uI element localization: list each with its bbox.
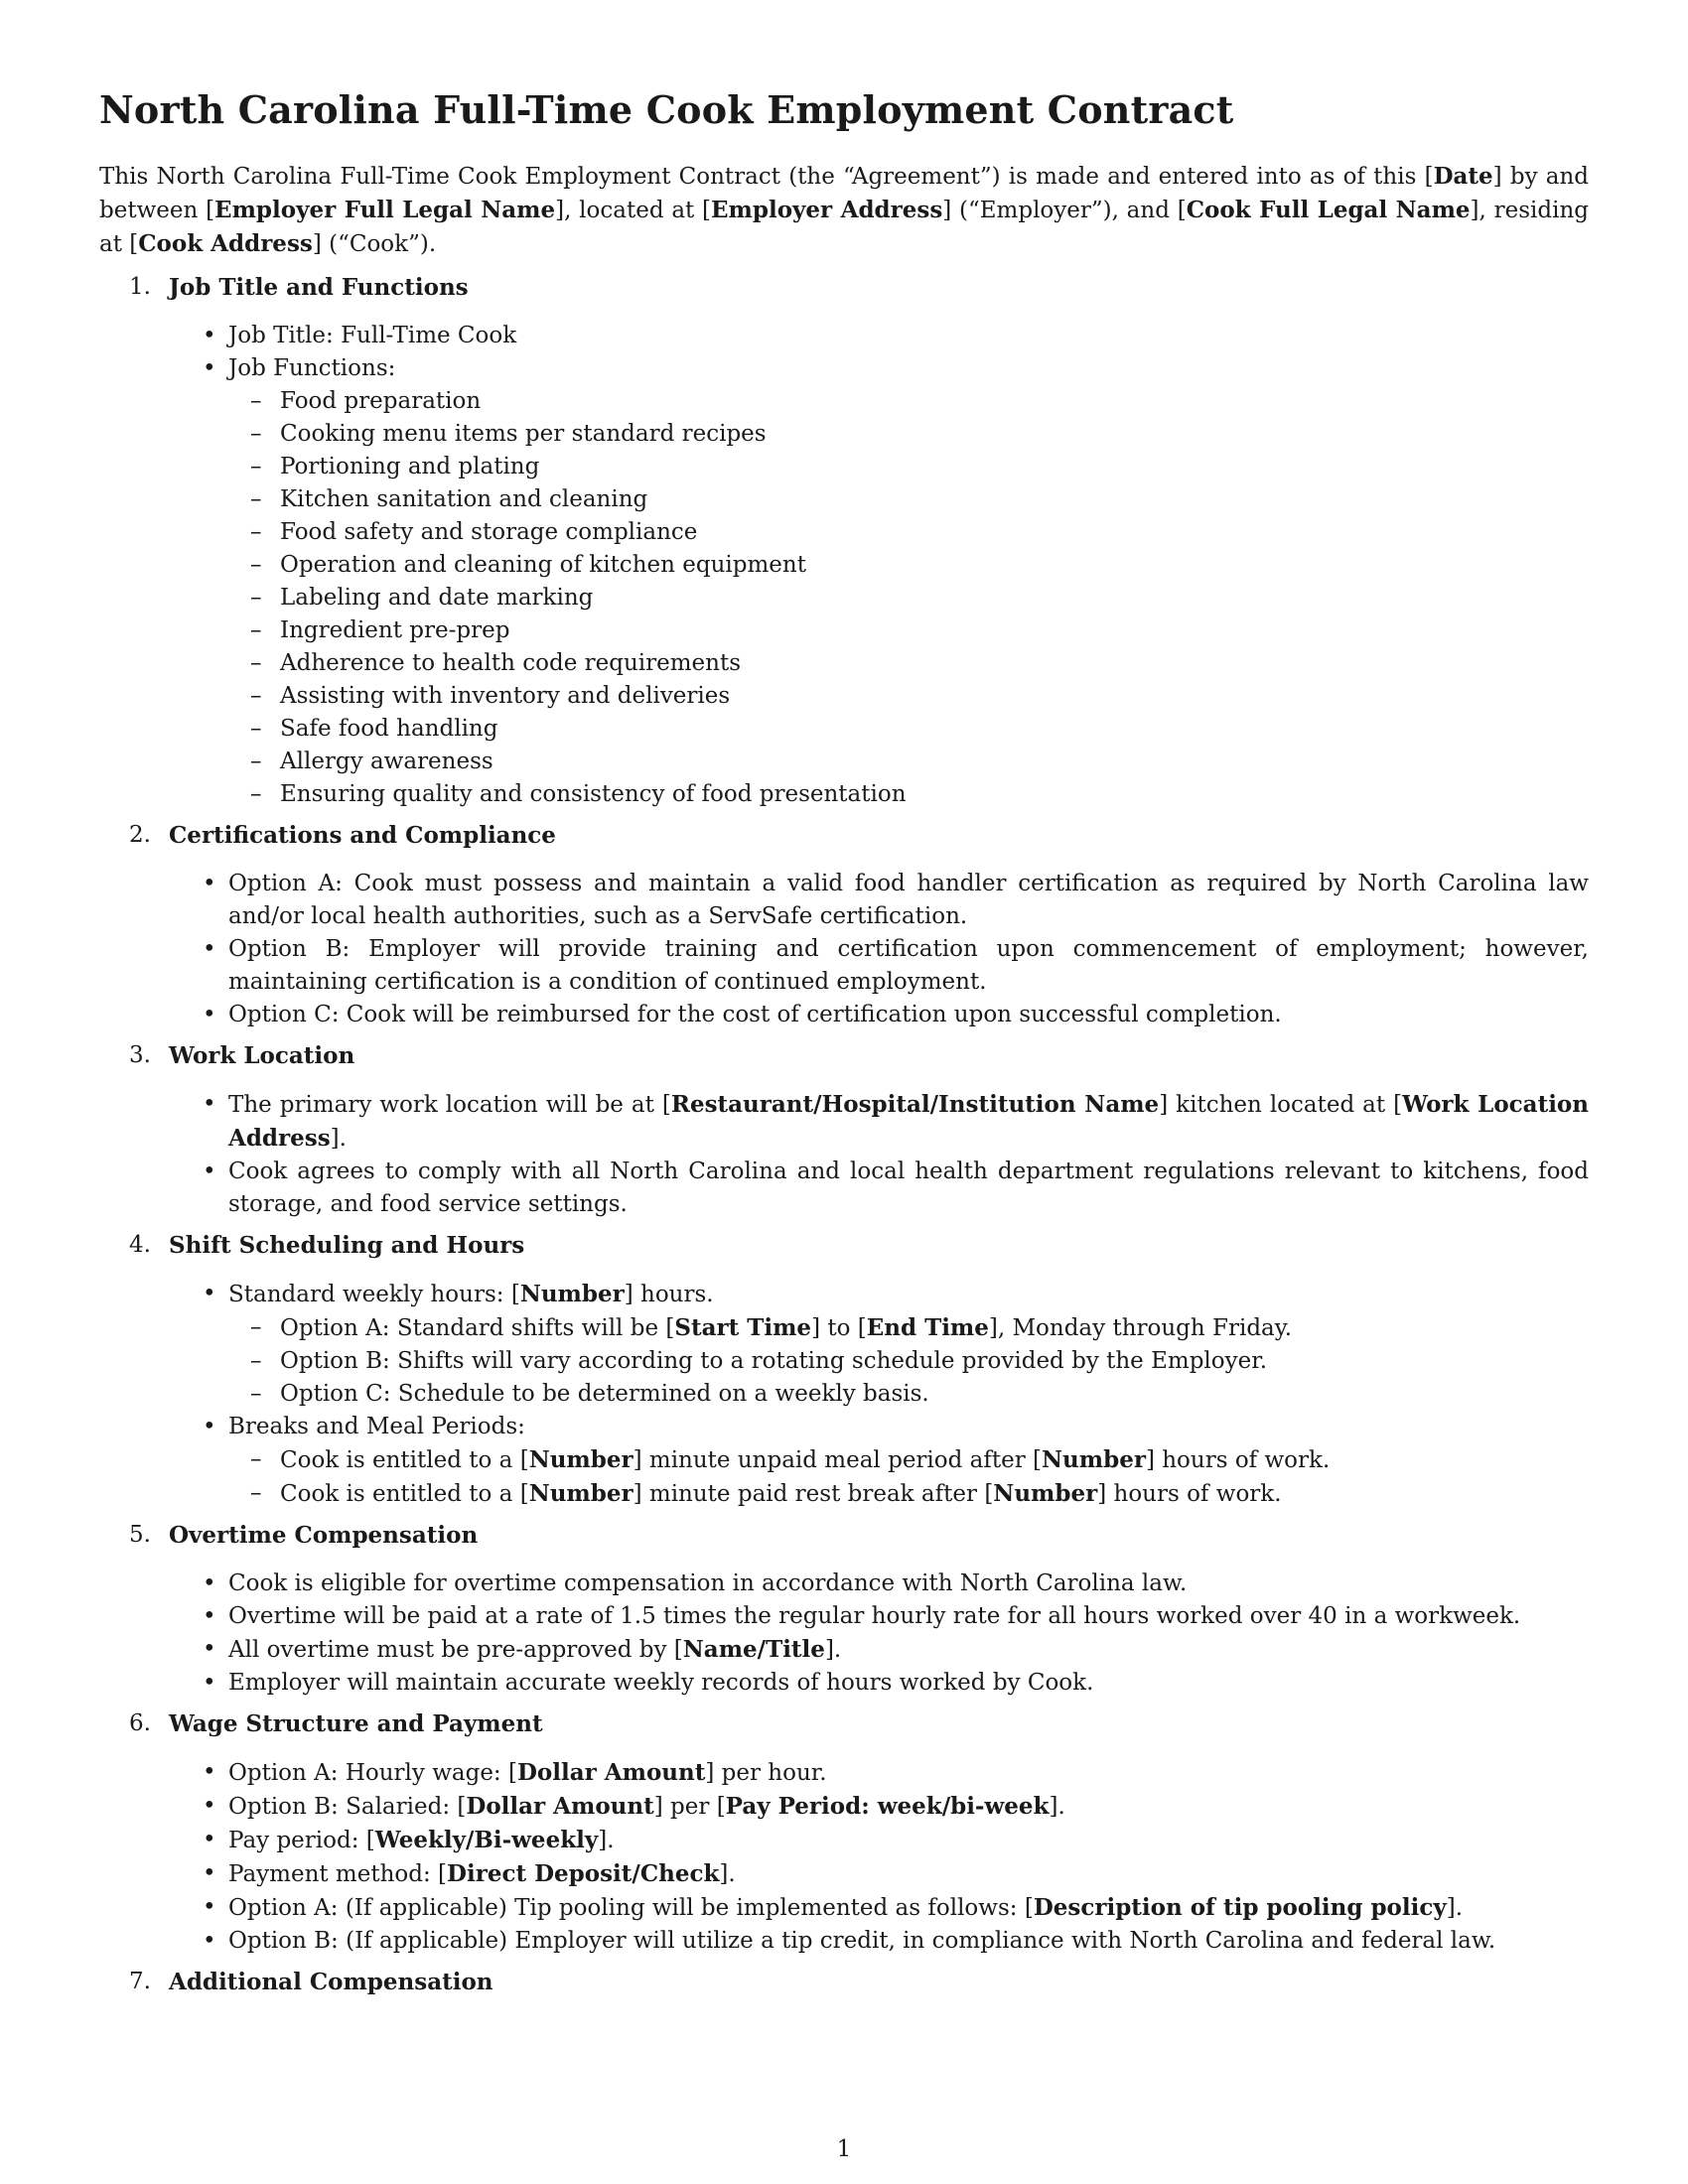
placeholder-field: Employer Address xyxy=(711,197,943,223)
list-item xyxy=(169,1278,1589,1411)
text-run: Job Functions: xyxy=(228,355,396,381)
list-item xyxy=(169,1857,1589,1891)
bullet-icon: • xyxy=(203,936,216,962)
text-run: Cook is entitled to a [ xyxy=(280,1481,529,1507)
section-number: 2. xyxy=(129,822,151,848)
bullet-icon: • xyxy=(203,1759,216,1785)
sub-list-item xyxy=(228,582,1589,614)
section-1 xyxy=(99,271,1589,811)
dash-icon: – xyxy=(250,1348,262,1374)
dash-icon: – xyxy=(250,1314,262,1340)
section-title: Job Title and Functions xyxy=(169,274,469,301)
sub-list xyxy=(228,1311,1589,1411)
sections-list xyxy=(99,271,1589,1998)
text-run: ] (“Employer”), and [ xyxy=(942,198,1187,223)
bullet-icon: • xyxy=(203,355,216,381)
text-run: ]. xyxy=(824,1637,842,1663)
text-run: ] to [ xyxy=(811,1315,867,1341)
bullet-icon: • xyxy=(203,1827,216,1852)
list-item xyxy=(169,1824,1589,1857)
text-run: ]. xyxy=(1049,1794,1065,1820)
section-title: Overtime Compensation xyxy=(169,1522,479,1549)
section-number: 5. xyxy=(129,1522,151,1548)
placeholder-field: Number xyxy=(519,1281,625,1307)
bullet-list xyxy=(169,868,1589,1031)
text-run: ] hours of work. xyxy=(1097,1481,1282,1507)
bullet-list xyxy=(169,1278,1589,1511)
placeholder-field: Cook Address xyxy=(138,230,313,257)
placeholder-field: Employer Full Legal Name xyxy=(214,197,556,223)
bullet-icon: • xyxy=(203,871,216,896)
sub-list-item xyxy=(228,746,1589,778)
text-run: ] (“Cook”). xyxy=(312,231,437,257)
text-run: Option B: (If applicable) Employer will utilize a tip credit, in compliance with North Carolina and federal law. xyxy=(228,1928,1496,1954)
section-6 xyxy=(99,1707,1589,1958)
bullet-icon: • xyxy=(203,1603,216,1629)
dash-icon: – xyxy=(250,716,262,742)
text-run: Employer will maintain accurate weekly records of hours worked by Cook. xyxy=(228,1670,1094,1696)
text-run: Job Title: Full-Time Cook xyxy=(228,323,517,348)
list-item xyxy=(169,1891,1589,1925)
dash-icon: – xyxy=(250,388,262,414)
text-run: All overtime must be pre-approved by [ xyxy=(228,1637,683,1663)
text-run: ] hours. xyxy=(624,1282,714,1307)
section-number: 3. xyxy=(129,1042,151,1068)
placeholder-field: Pay Period: week/bi-week xyxy=(725,1793,1050,1820)
sub-list-item xyxy=(228,680,1589,713)
bullet-icon: • xyxy=(203,1159,216,1184)
bullet-icon: • xyxy=(203,1570,216,1596)
dash-icon: – xyxy=(250,1446,262,1472)
text-run: Portioning and plating xyxy=(280,454,540,479)
bullet-icon: • xyxy=(203,1894,216,1920)
text-run: ] minute unpaid meal period after [ xyxy=(633,1447,1043,1473)
text-run: ], located at [ xyxy=(555,198,712,223)
text-run: ] kitchen located at [ xyxy=(1159,1092,1403,1118)
sub-list-item xyxy=(228,483,1589,516)
bullet-icon: • xyxy=(203,1636,216,1662)
list-item xyxy=(169,1667,1589,1700)
placeholder-field: Dollar Amount xyxy=(516,1759,706,1786)
list-item xyxy=(169,320,1589,352)
sub-list-item xyxy=(228,1378,1589,1411)
dash-icon: – xyxy=(250,617,262,643)
list-item xyxy=(169,352,1589,811)
section-number: 6. xyxy=(129,1710,151,1736)
sub-list-item xyxy=(228,713,1589,746)
section-title: Shift Scheduling and Hours xyxy=(169,1232,525,1259)
text-run: ]. xyxy=(719,1861,736,1887)
sub-list-item xyxy=(228,1311,1589,1345)
dash-icon: – xyxy=(250,519,262,545)
placeholder-field: Date xyxy=(1433,163,1493,190)
bullet-icon: • xyxy=(203,1281,216,1306)
placeholder-field: Weekly/Bi-weekly xyxy=(374,1827,599,1853)
placeholder-field: Dollar Amount xyxy=(466,1793,654,1820)
document-title: North Carolina Full-Time Cook Employment Contract xyxy=(99,87,1234,132)
bullet-icon: • xyxy=(203,1002,216,1027)
text-run: Ingredient pre-prep xyxy=(280,617,510,643)
section-2 xyxy=(99,819,1589,1031)
text-run: Cook is entitled to a [ xyxy=(280,1447,529,1473)
text-run: ] by and between [ xyxy=(99,164,1590,223)
bullet-icon: • xyxy=(203,1860,216,1886)
placeholder-field: Number xyxy=(993,1480,1098,1507)
bullet-icon: • xyxy=(203,1670,216,1696)
text-run: ]. xyxy=(598,1828,615,1853)
placeholder-field: Name/Title xyxy=(682,1636,825,1663)
text-run: ] hours of work. xyxy=(1145,1447,1331,1473)
text-run: Breaks and Meal Periods: xyxy=(228,1414,525,1439)
sub-list xyxy=(228,385,1589,811)
placeholder-field: Number xyxy=(528,1480,633,1507)
placeholder-field: Description of tip pooling policy xyxy=(1033,1894,1447,1921)
placeholder-field: Number xyxy=(1042,1446,1146,1473)
text-run: ] per hour. xyxy=(705,1760,827,1786)
placeholder-field: Number xyxy=(528,1446,633,1473)
placeholder-field: Cook Full Legal Name xyxy=(1186,197,1471,223)
text-run: Cook agrees to comply with all North Carolina and local health department regulations relevant to kitchens, food storage, and food service settings. xyxy=(228,1159,1589,1217)
placeholder-field: Restaurant/Hospital/Institution Name xyxy=(670,1091,1160,1118)
sub-list-item xyxy=(228,647,1589,680)
list-item xyxy=(169,1156,1589,1221)
section-title: Certifications and Compliance xyxy=(169,822,556,849)
text-run: This North Carolina Full-Time Cook Employment Contract (the “Agreement”) is made and entered into as of this [ xyxy=(99,164,1434,190)
list-item xyxy=(169,1756,1589,1790)
text-run: Option B: Salaried: [ xyxy=(228,1794,467,1820)
placeholder-field: Direct Deposit/Check xyxy=(447,1860,720,1887)
text-run: Standard weekly hours: [ xyxy=(228,1282,520,1307)
placeholder-field: Start Time xyxy=(674,1314,812,1341)
section-title: Wage Structure and Payment xyxy=(169,1710,543,1737)
sub-list-item xyxy=(228,1443,1589,1477)
sub-list-item xyxy=(228,385,1589,418)
section-number: 7. xyxy=(129,1969,151,1994)
sub-list xyxy=(228,1443,1589,1511)
sub-list-item xyxy=(228,549,1589,582)
section-4 xyxy=(99,1229,1589,1511)
placeholder-field: End Time xyxy=(866,1314,989,1341)
intro-paragraph xyxy=(99,160,1589,261)
text-run: Cooking menu items per standard recipes xyxy=(280,421,767,447)
text-run: Food preparation xyxy=(280,388,482,414)
section-title: Work Location xyxy=(169,1042,355,1069)
text-run: ]. xyxy=(1446,1895,1464,1921)
section-7 xyxy=(99,1966,1589,1998)
text-run: Payment method: [ xyxy=(228,1861,448,1887)
list-item xyxy=(169,1088,1589,1156)
text-run: Ensuring quality and consistency of food presentation xyxy=(280,781,907,807)
bullet-icon: • xyxy=(203,1793,216,1819)
section-number: 4. xyxy=(129,1232,151,1258)
sub-list-item xyxy=(228,1477,1589,1511)
dash-icon: – xyxy=(250,585,262,611)
sub-list-item xyxy=(228,418,1589,451)
text-run: ] minute paid rest break after [ xyxy=(633,1481,994,1507)
text-run: Option A: Hourly wage: [ xyxy=(228,1760,517,1786)
bullet-icon: • xyxy=(203,323,216,348)
sub-list-item xyxy=(228,778,1589,811)
list-item xyxy=(169,1790,1589,1824)
dash-icon: – xyxy=(250,749,262,774)
dash-icon: – xyxy=(250,1480,262,1506)
text-run: Kitchen sanitation and cleaning xyxy=(280,486,648,512)
text-run: Cook is eligible for overtime compensation in accordance with North Carolina law. xyxy=(228,1570,1188,1596)
sub-list-item xyxy=(228,1345,1589,1378)
page-number: 1 xyxy=(836,2136,852,2162)
bullet-list xyxy=(169,1756,1589,1958)
text-run: Option B: Employer will provide training and certification upon commencement of employment; however, maintaining certification is a condition of continued employment. xyxy=(228,936,1589,995)
bullet-list xyxy=(169,1088,1589,1221)
bullet-list xyxy=(169,1568,1589,1700)
text-run: Allergy awareness xyxy=(280,749,493,774)
list-item xyxy=(169,1568,1589,1600)
section-number: 1. xyxy=(129,274,151,300)
dash-icon: – xyxy=(250,650,262,676)
text-run: Option B: Shifts will vary according to a rotating schedule provided by the Employer. xyxy=(280,1348,1268,1374)
text-run: Safe food handling xyxy=(280,716,498,742)
text-run: ], residing at [ xyxy=(99,198,1589,257)
list-item xyxy=(169,933,1589,999)
dash-icon: – xyxy=(250,421,262,447)
text-run: Adherence to health code requirements xyxy=(280,650,741,676)
section-title: Additional Compensation xyxy=(169,1969,493,1995)
sub-list-item xyxy=(228,614,1589,647)
text-run: ]. xyxy=(330,1126,347,1152)
text-run: Option A: Cook must possess and maintain a valid food handler certification as required by North Carolina law and/or local health authorities, such as a ServSafe certification. xyxy=(228,871,1589,929)
list-item xyxy=(169,1633,1589,1667)
bullet-icon: • xyxy=(203,1091,216,1117)
dash-icon: – xyxy=(250,552,262,578)
section-5 xyxy=(99,1519,1589,1700)
dash-icon: – xyxy=(250,781,262,807)
list-item xyxy=(169,868,1589,933)
text-run: ] per [ xyxy=(653,1794,726,1820)
list-item xyxy=(169,999,1589,1031)
text-run: Option C: Schedule to be determined on a weekly basis. xyxy=(280,1381,929,1407)
text-run: Option A: (If applicable) Tip pooling will be implemented as follows: [ xyxy=(228,1895,1034,1921)
dash-icon: – xyxy=(250,1381,262,1407)
sub-list-item xyxy=(228,516,1589,549)
bullet-list xyxy=(169,320,1589,811)
list-item xyxy=(169,1925,1589,1958)
text-run: Food safety and storage compliance xyxy=(280,519,698,545)
sub-list-item xyxy=(228,451,1589,483)
bullet-icon: • xyxy=(203,1414,216,1439)
dash-icon: – xyxy=(250,454,262,479)
text-run: The primary work location will be at [ xyxy=(228,1092,671,1118)
list-item xyxy=(169,1411,1589,1511)
dash-icon: – xyxy=(250,486,262,512)
text-run: Assisting with inventory and deliveries xyxy=(280,683,731,709)
text-run: Overtime will be paid at a rate of 1.5 times the regular hourly rate for all hours worked over 40 in a workweek. xyxy=(228,1603,1521,1629)
list-item xyxy=(169,1600,1589,1633)
bullet-icon: • xyxy=(203,1928,216,1954)
text-run: Labeling and date marking xyxy=(280,585,594,611)
dash-icon: – xyxy=(250,683,262,709)
text-run: ], Monday through Friday. xyxy=(988,1315,1293,1341)
text-run: Option C: Cook will be reimbursed for the cost of certification upon successful completion. xyxy=(228,1002,1282,1027)
document-page xyxy=(99,87,1589,2014)
text-run: Option A: Standard shifts will be [ xyxy=(280,1315,675,1341)
placeholder-field: Work Location Address xyxy=(228,1091,1589,1152)
text-run: Pay period: [ xyxy=(228,1828,375,1853)
section-3 xyxy=(99,1039,1589,1221)
text-run: Operation and cleaning of kitchen equipment xyxy=(280,552,806,578)
